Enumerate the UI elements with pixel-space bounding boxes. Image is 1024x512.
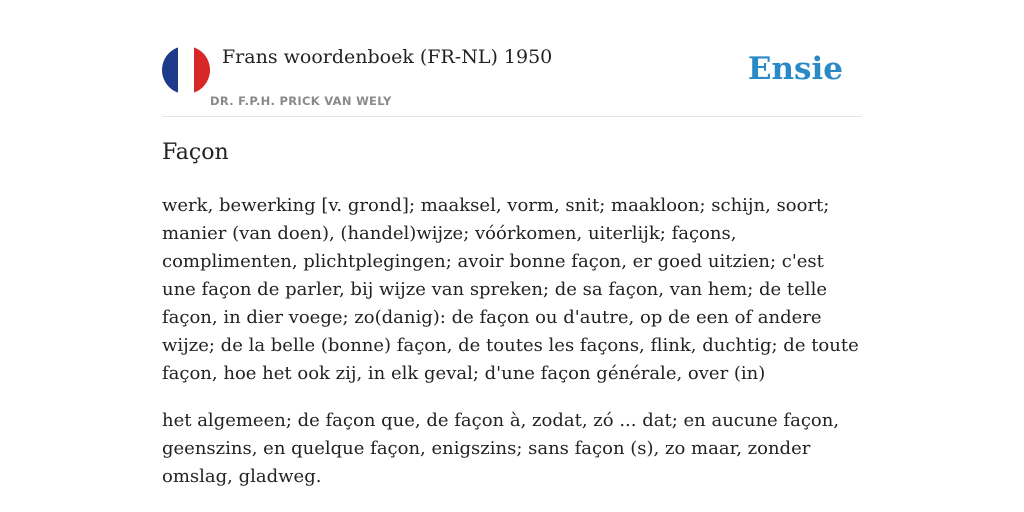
- definition-paragraph: het algemeen; de façon que, de façon à, zodat, zó ... dat; en aucune façon, geenszins, en quelque façon, enigszins; sans façon (s), zo maar, zonder omslag, gladweg.: [162, 410, 840, 487]
- entry-headword: Façon: [162, 140, 229, 165]
- entry-definition: [162, 192, 862, 510]
- dictionary-author: DR. F.P.H. PRICK VAN WELY: [210, 94, 392, 108]
- flag-stripe-red: [194, 46, 210, 94]
- flag-stripe-blue: [162, 46, 178, 94]
- dictionary-header: [162, 0, 862, 117]
- ensie-logo-link[interactable]: Ensie: [747, 51, 843, 87]
- flag-stripe-white: [178, 46, 194, 94]
- dictionary-title[interactable]: Frans woordenboek (FR-NL) 1950: [222, 46, 553, 68]
- definition-paragraph: werk, bewerking [v. grond]; maaksel, vorm, snit; maakloon; schijn, soort; manier (van doen), (handel)wijze; vóórkomen, uiterlijk; façons, complimenten, plichtplegingen; avoir bonne façon, er goed uitzien; c'est une façon de parler, bij wijze van spreken; de sa façon, van hem; de telle façon, in dier voege; zo(danig): de façon ou d'autre, op de een of andere wijze; de la belle (bonne) façon, de toutes les façons, flink, duchtig; de toute façon, hoe het ook zij, in elk geval; d'une façon générale, over (in): [162, 195, 859, 384]
- french-flag-icon: [162, 46, 210, 94]
- dictionary-card: [162, 0, 862, 487]
